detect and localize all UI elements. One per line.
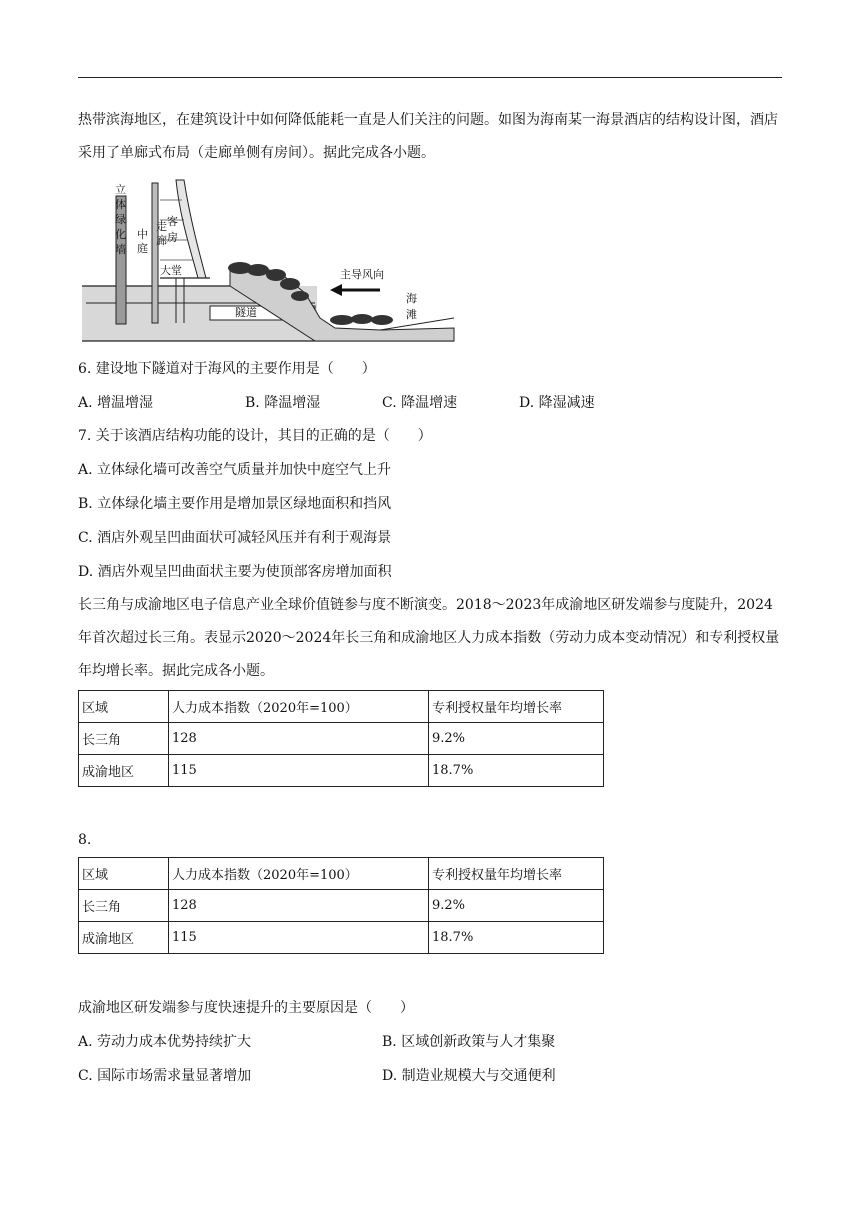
q7-option-d[interactable]: D. 酒店外观呈凹曲面状主要为使顶部客房增加面积	[78, 564, 392, 580]
wall-label-3: 绿	[115, 213, 126, 226]
q6-option-d[interactable]: D. 降湿减速	[519, 395, 595, 411]
question-8-number: 8.	[78, 832, 92, 848]
table-cell: 115	[169, 922, 429, 954]
table-row	[79, 755, 604, 787]
beach-label-2: 滩	[406, 308, 417, 321]
question-7-stem: 7. 关于该酒店结构功能的设计，其目的正确的是（ ）	[78, 428, 432, 444]
question-8-stem: 成渝地区研发端参与度快速提升的主要原因是（ ）	[78, 1000, 414, 1016]
header-rule	[78, 77, 782, 78]
table-cell: 9.2%	[429, 890, 604, 922]
lobby-label: 大堂	[160, 264, 182, 277]
wind-label: 主导风向	[340, 268, 384, 281]
q6-option-a[interactable]: A. 增温增湿	[78, 395, 154, 411]
question-6-stem: 6. 建设地下隧道对于海风的主要作用是（ ）	[78, 361, 376, 377]
intro-paragraph-1: 热带滨海地区，在建筑设计中如何降低能耗一直是人们关注的问题。如图为海南某一海景酒店的结构设计图，酒店采用了单廊式布局（走廊单侧有房间）。据此完成各小题。	[78, 112, 778, 161]
table-header-cell: 人力成本指数（2020年=100）	[169, 858, 429, 890]
q7-option-a[interactable]: A. 立体绿化墙可改善空气质量并加快中庭空气上升	[78, 462, 392, 478]
beach-label-1: 海	[406, 292, 417, 305]
table-header-cell: 区域	[79, 691, 169, 723]
q7-option-c[interactable]: C. 酒店外观呈凹曲面状可减轻风压并有利于观海景	[78, 530, 392, 546]
table-cell: 128	[169, 723, 429, 755]
q8-option-a[interactable]: A. 劳动力成本优势持续扩大	[78, 1034, 252, 1050]
table-row	[79, 922, 604, 954]
table-header-cell: 区域	[79, 858, 169, 890]
table-cell: 18.7%	[429, 755, 604, 787]
tunnel-label: 隧道	[235, 306, 257, 319]
wall-label-5: 墙	[115, 243, 126, 256]
table-row	[79, 723, 604, 755]
table-cell: 成渝地区	[79, 922, 169, 954]
q8-option-d[interactable]: D. 制造业规模大与交通便利	[382, 1068, 556, 1084]
table-header-row	[79, 691, 604, 723]
data-table-1	[78, 690, 604, 787]
table-cell: 115	[169, 755, 429, 787]
q8-option-c[interactable]: C. 国际市场需求量显著增加	[78, 1068, 252, 1084]
q6-option-b[interactable]: B. 降温增湿	[245, 395, 321, 411]
q8-option-b[interactable]: B. 区域创新政策与人才集聚	[382, 1034, 556, 1050]
q6-option-c[interactable]: C. 降温增速	[382, 395, 458, 411]
rooms-label-1: 客	[167, 215, 178, 228]
table-cell: 9.2%	[429, 723, 604, 755]
wall-label-2: 体	[115, 198, 126, 211]
table-header-cell: 专利授权量年均增长率	[429, 691, 604, 723]
wall-label-4: 化	[115, 228, 126, 241]
courtyard-label-2: 庭	[137, 242, 148, 255]
table-cell: 成渝地区	[79, 755, 169, 787]
data-table-2	[78, 857, 604, 954]
rooms-label-2: 房	[167, 231, 178, 244]
table-cell: 128	[169, 890, 429, 922]
table-cell: 长三角	[79, 723, 169, 755]
courtyard-label-1: 中	[137, 228, 148, 241]
table-header-cell: 人力成本指数（2020年=100）	[169, 691, 429, 723]
hotel-structure-figure	[80, 178, 456, 344]
corridor-label-1: 走	[156, 220, 167, 233]
table-row	[79, 890, 604, 922]
table-header-row	[79, 858, 604, 890]
q7-option-b[interactable]: B. 立体绿化墙主要作用是增加景区绿地面积和挡风	[78, 496, 392, 512]
table-cell: 长三角	[79, 890, 169, 922]
corridor-label-2: 廊	[156, 234, 167, 247]
table-cell: 18.7%	[429, 922, 604, 954]
table-header-cell: 专利授权量年均增长率	[429, 858, 604, 890]
intro-paragraph-2: 长三角与成渝地区电子信息产业全球价值链参与度不断演变。2018～2023年成渝地区研发端参与度陡升，2024年首次超过长三角。表显示2020～2024年长三角和成渝地区人力成本指数（劳动力成本变动情况）和专利授权量年均增长率。据此完成各小题。	[78, 597, 780, 679]
trees-beach	[330, 314, 393, 325]
wall-label-1: 立	[115, 183, 126, 196]
